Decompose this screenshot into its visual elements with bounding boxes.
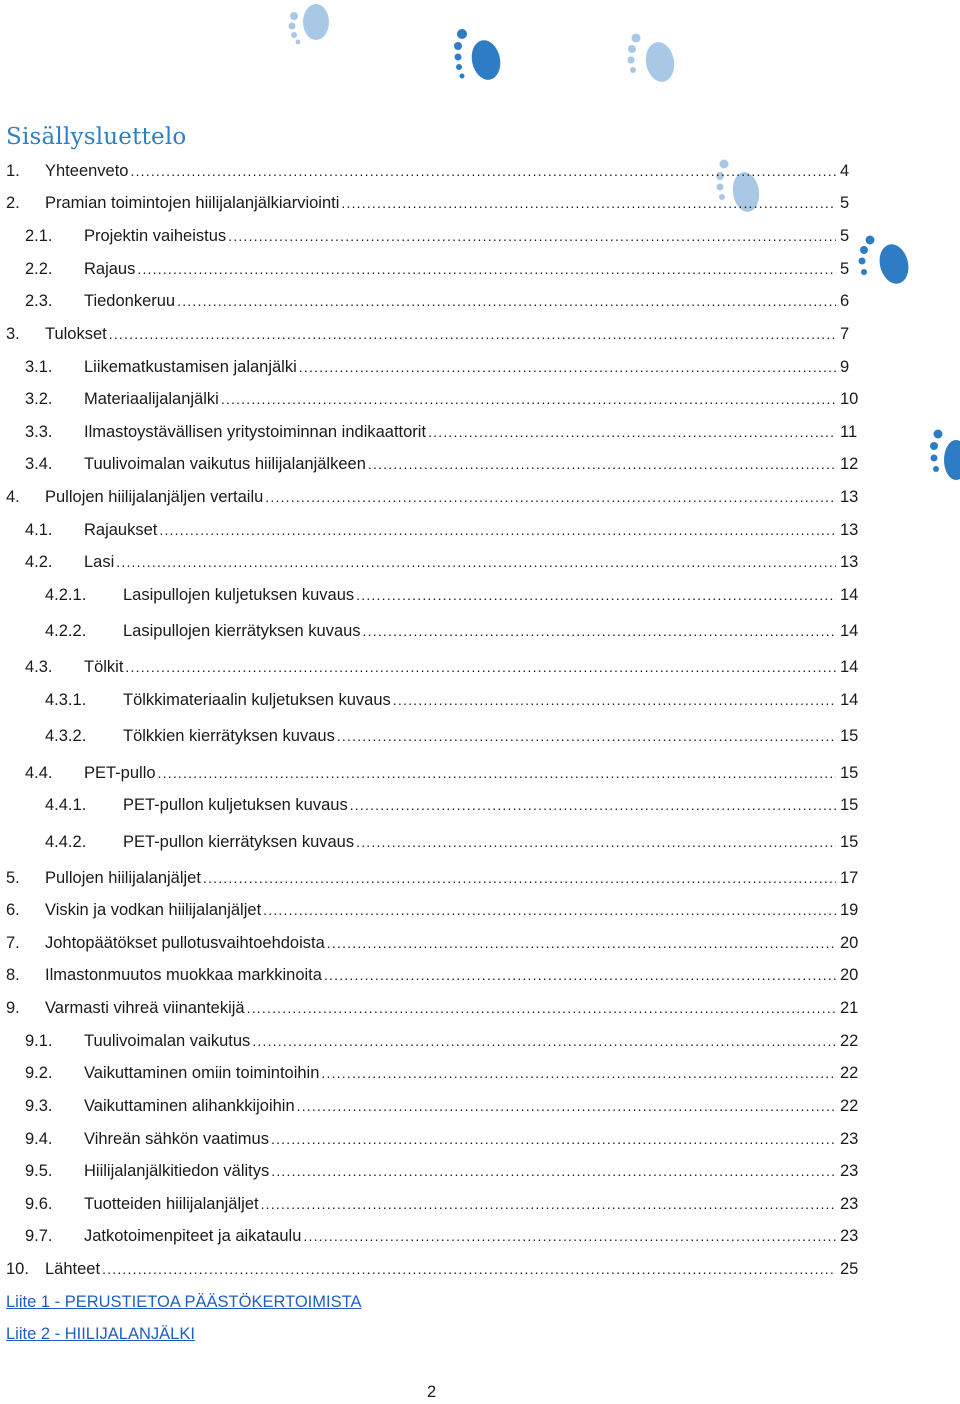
toc-entry[interactable] [0,1159,860,1183]
toc-entry-title: Tölkit [84,658,124,676]
dot-leader [299,355,836,379]
toc-entry-number: 9.6. [25,1195,53,1213]
toc-entry[interactable] [0,1127,860,1151]
toc-entry-page: 23 [840,1162,859,1180]
toc-entry-title: Tölkkien kierrätyksen kuvaus [123,727,335,745]
toc-entry-number: 4.4. [25,764,53,782]
toc-entry[interactable] [0,761,860,785]
dot-leader [159,518,836,542]
toc-entry-title: Ilmastonmuutos muokkaa markkinoita [45,966,322,984]
toc-entry-title: Rajaukset [84,521,158,539]
toc-entry-page: 14 [840,622,859,640]
toc-entry[interactable] [0,793,860,817]
toc-entry[interactable] [0,518,860,542]
toc-entry-title: Liikematkustamisen jalanjälki [84,358,297,376]
dot-leader [158,761,836,785]
toc-entry-page: 11 [840,423,858,441]
toc-entry-page: 15 [840,833,859,851]
dot-leader [116,550,836,574]
toc-entry-title: Tölkkimateriaalin kuljetuksen kuvaus [123,691,391,709]
toc-entry[interactable] [0,550,860,574]
toc-entry[interactable] [0,931,860,955]
dot-leader [228,224,836,248]
toc-entry-number: 4.1. [25,521,53,539]
toc-entry[interactable] [0,485,860,509]
dot-leader [303,1224,836,1248]
toc-entry[interactable] [0,619,860,643]
toc-entry-number: 3. [6,325,20,343]
toc-entry[interactable] [0,898,860,922]
dot-leader [393,688,836,712]
dot-leader [356,583,836,607]
toc-entry-title: Rajaus [84,260,136,278]
toc-entry-title: Varmasti vihreä viinantekijä [45,999,245,1017]
dot-leader [428,420,836,444]
dot-leader [356,830,836,854]
toc-entry-title: Materiaalijalanjälki [84,390,219,408]
toc-entry-page: 22 [840,1097,859,1115]
toc-entry-title: Pramian toimintojen hiilijalanjälkiarviointi [45,194,340,212]
footprint-icon [854,230,918,292]
toc-entry-title: Jatkotoimenpiteet ja aikataulu [84,1227,302,1245]
toc-entry-title: PET-pullo [84,764,156,782]
toc-entry-page: 14 [840,658,859,676]
toc-entry-number: 3.4. [25,455,53,473]
toc-entry-page: 25 [840,1260,859,1278]
toc-entry-title: Lasipullojen kierrätyksen kuvaus [123,622,361,640]
toc-entry-number: 4.2.1. [45,586,87,604]
toc-entry[interactable] [0,257,860,281]
toc-entry-page: 22 [840,1032,859,1050]
toc-entry-page: 20 [840,934,859,952]
toc-entry-title: Tuotteiden hiilijalanjäljet [84,1195,259,1213]
dot-leader [177,289,836,313]
dot-leader [221,387,836,411]
toc-entry-number: 3.2. [25,390,53,408]
toc-entry-number: 4. [6,488,20,506]
dot-leader [363,619,836,643]
toc-entry-number: 9. [6,999,20,1017]
toc-entry[interactable] [0,963,860,987]
toc-entry-page: 17 [840,869,859,887]
toc-entry[interactable] [0,866,860,890]
toc-entry-number: 6. [6,901,20,919]
toc-entry[interactable] [0,1257,860,1281]
toc-entry-page: 14 [840,586,859,604]
toc-entry-page: 7 [840,325,850,343]
toc-entry-number: 2.2. [25,260,53,278]
toc-entry[interactable] [0,289,860,313]
toc-entry-title: Tuulivoimalan vaikutus hiilijalanjälkeen [84,455,366,473]
toc-entry-title: Vaikuttaminen alihankkijoihin [84,1097,295,1115]
dot-leader [341,191,836,215]
toc-entry-page: 5 [840,227,850,245]
toc-entry-number: 9.5. [25,1162,53,1180]
toc-entry-page: 21 [840,999,859,1017]
toc-entry-title: Yhteenveto [45,162,129,180]
toc-entry-title: Ilmastoystävällisen yritystoiminnan indikaattorit [84,423,427,441]
toc-entry-number: 4.3.1. [45,691,87,709]
toc-entry[interactable] [0,355,860,379]
toc-entry-page: 5 [840,194,850,212]
dot-leader [327,931,836,955]
appendix-link-2[interactable]: Liite 2 - HIILIJALANJÄLKI [6,1325,195,1343]
toc-entry-title: Tulokset [45,325,107,343]
toc-entry-page: 15 [840,764,859,782]
toc-entry-title: Tiedonkeruu [84,292,176,310]
toc-entry[interactable] [0,724,860,748]
dot-leader [125,655,836,679]
dot-leader [350,793,836,817]
toc-entry-title: Lasi [84,553,115,571]
toc-entry[interactable] [0,1224,860,1248]
toc-entry-number: 7. [6,934,20,952]
toc-entry-number: 2.3. [25,292,53,310]
toc-entry-page: 23 [840,1195,859,1213]
dot-leader [261,1192,836,1216]
toc-entry[interactable] [0,830,860,854]
dot-leader [368,452,836,476]
toc-entry-title: Johtopäätökset pullotusvaihtoehdoista [45,934,325,952]
toc-entry[interactable] [0,452,860,476]
toc-entry[interactable] [0,224,860,248]
toc-entry-page: 13 [840,553,859,571]
toc-entry-number: 9.3. [25,1097,53,1115]
dot-leader [271,1159,836,1183]
dot-leader [247,996,836,1020]
toc-entry-number: 4.4.1. [45,796,87,814]
toc-entry-number: 8. [6,966,20,984]
dot-leader [324,963,836,987]
toc-entry-title: Vaikuttaminen omiin toimintoihin [84,1064,320,1082]
toc-entry-number: 10. [6,1260,29,1278]
toc-entry[interactable] [0,655,860,679]
footprint-icon [620,28,684,88]
toc-entry-page: 23 [840,1227,859,1245]
toc-entry-number: 4.3. [25,658,53,676]
toc-entry-page: 10 [840,390,859,408]
toc-entry-number: 9.7. [25,1227,53,1245]
toc-entry-number: 4.2. [25,553,53,571]
toc-entry[interactable] [0,191,860,215]
toc-entry-page: 15 [840,727,859,745]
toc-entry-page: 14 [840,691,859,709]
page-number: 2 [427,1383,437,1401]
toc-entry-title: Hiilijalanjälkitiedon välitys [84,1162,270,1180]
toc-entry-number: 2. [6,194,20,212]
dot-leader [337,724,836,748]
toc-entry[interactable] [0,387,860,411]
toc-entry-title: Viskin ja vodkan hiilijalanjäljet [45,901,262,919]
toc-entry-number: 4.4.2. [45,833,87,851]
toc-entry-title: PET-pullon kuljetuksen kuvaus [123,796,348,814]
toc-entry-number: 9.2. [25,1064,53,1082]
toc-entry-title: Projektin vaiheistus [84,227,227,245]
toc-entry-title: Lasipullojen kuljetuksen kuvaus [123,586,355,604]
toc-entry-title: Pullojen hiilijalanjäljet [45,869,201,887]
toc-title: Sisällysluettelo [6,124,187,150]
toc-entry[interactable] [0,322,860,346]
dot-leader [297,1094,836,1118]
toc-entry-page: 23 [840,1130,859,1148]
toc-entry-number: 9.1. [25,1032,53,1050]
toc-entry[interactable] [0,688,860,712]
toc-entry-page: 15 [840,796,859,814]
toc-entry-number: 3.1. [25,358,53,376]
toc-entry-page: 6 [840,292,850,310]
toc-entry-number: 2.1. [25,227,53,245]
dot-leader [321,1061,836,1085]
toc-entry-page: 19 [840,901,859,919]
dot-leader [263,898,836,922]
toc-entry-title: Tuulivoimalan vaikutus [84,1032,251,1050]
toc-entry-number: 4.3.2. [45,727,87,745]
toc-entry[interactable] [0,159,860,183]
toc-entry[interactable] [0,420,860,444]
toc-entry-page: 13 [840,488,859,506]
dot-leader [271,1127,836,1151]
toc-entry-number: 3.3. [25,423,53,441]
dot-leader [252,1029,836,1053]
dot-leader [137,257,836,281]
toc-entry-page: 5 [840,260,850,278]
dot-leader [130,159,836,183]
toc-entry-page: 12 [840,455,859,473]
toc-entry-page: 9 [840,358,850,376]
toc-entry-title: PET-pullon kierrätyksen kuvaus [123,833,355,851]
toc-entry-page: 13 [840,521,859,539]
dot-leader [109,322,836,346]
toc-entry-number: 1. [6,162,20,180]
toc-entry[interactable] [0,1029,860,1053]
toc-entry-title: Lähteet [45,1260,101,1278]
toc-entry-page: 4 [840,162,850,180]
toc-entry-number: 4.2.2. [45,622,87,640]
toc-entry-page: 22 [840,1064,859,1082]
toc-entry-title: Vihreän sähkön vaatimus [84,1130,269,1148]
toc-entry-number: 5. [6,869,20,887]
toc-entry-title: Pullojen hiilijalanjäljen vertailu [45,488,264,506]
footprint-icon [926,424,960,494]
toc-entry-number: 9.4. [25,1130,53,1148]
dot-leader [203,866,836,890]
dot-leader [265,485,836,509]
footprint-icon [448,24,512,88]
toc-entry[interactable] [0,996,860,1020]
toc-entry[interactable] [0,1061,860,1085]
footprint-icon [282,0,346,48]
dot-leader [102,1257,836,1281]
toc-entry[interactable] [0,583,860,607]
toc-entry[interactable] [0,1094,860,1118]
appendix-link-1[interactable]: Liite 1 - PERUSTIETOA PÄÄSTÖKERTOIMISTA [6,1293,362,1311]
toc-entry[interactable] [0,1192,860,1216]
toc-entry-page: 20 [840,966,859,984]
